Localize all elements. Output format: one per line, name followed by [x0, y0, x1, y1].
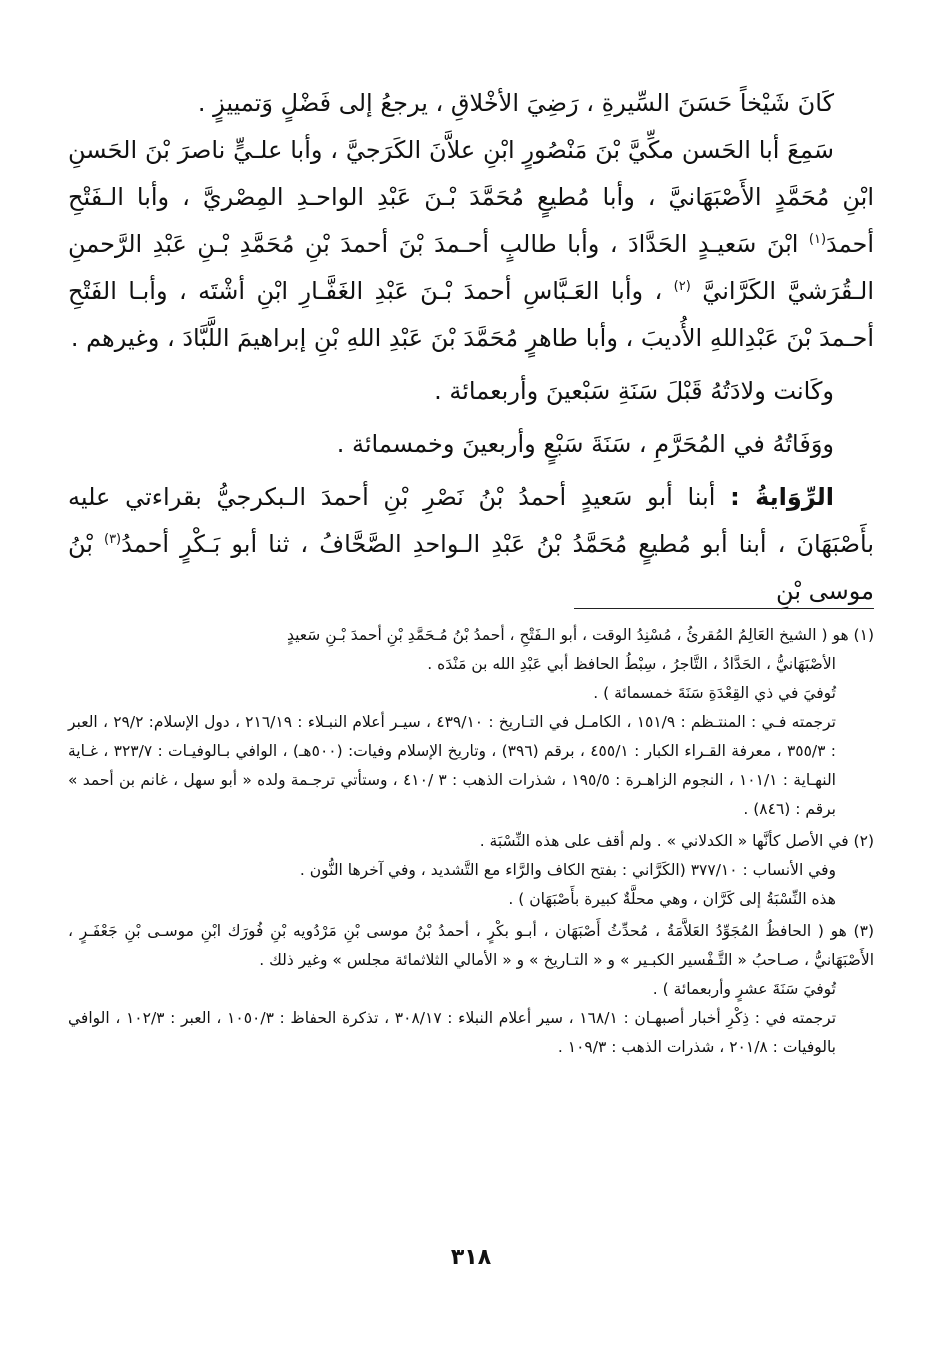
main-text: [68, 80, 874, 615]
riwaya-label: الرِّوَايةُ :: [730, 483, 834, 511]
footnote-2: [68, 827, 874, 914]
footnote-ref-1: (١): [808, 232, 827, 247]
main-paragraph-riwaya: [68, 474, 874, 615]
footnote-line: (٣) هو ( الحافظُ المُجَوِّدُ العَلاَّمَةُ ، مُحدِّثُ أَصْبَهَان ، أبـو بكْرٍ ، أحمدُ بْنُ موسى بْنِ مَرْدُويه بْنِ فُورَك ابْنِ موسـى بْنِ جَعْفَـرٍ ، الأَصْبَهَانيُّ ، صـاحبُ « التَّـفْسير الكبـير » و « التـاريخ » و « الأمالي الثلاثمائة مجلس » وغير ذلك .: [68, 922, 874, 969]
main-paragraph-death: ووَفَاتُهُ في المُحَرَّمِ ، سَنَةَ سَبْعٍ وأربعينَ وخمسمائة .: [336, 430, 834, 458]
footnote-line: (٢) في الأصل كأنَّها « الكدلاني » . ولم أقف على هذه النِّسْبَة .: [479, 832, 874, 850]
footnote-ref-2: (٢): [673, 279, 691, 294]
footnote-line: الأصْبَهَانيُّ ، الحَدَّادُ ، التَّاجرُ ، سِبْطُ الحافظ أبي عَبْدِ الله بن مَنْدَه .: [427, 655, 836, 673]
paragraph-text: أبنا أبو سَعيدٍ أحمدُ بْنُ نَصْرِ بْنِ أحمدَ الـبكرجيُّ بقراءتي عليه بأَصْبَهَانَ ، أبنا أبو مُطيعٍ مُحَمَّدُ بْنُ عَبْدِ الـواحدِ الصَّحَّافُ ، ثنا أبو بَـكْرٍ أحمدُ: [68, 483, 874, 558]
paragraph-text: سَمِعَ أبا الحَسن مكِّيَّ بْنَ مَنْصُورٍ ابْنِ علاَّنَ الكَرَجيَّ ، وأبا علـيٍّ ناصرَ بْنَ الحَسنِ ابْنِ مُحَمَّدٍ الأَصْبَهَانيَّ ، وأبا مُطيعٍ مُحَمَّدَ بْـنَ عَبْدِ الواحـدِ المِصْريَّ ، وأبا الـفَتْحِ أحمدَ: [68, 136, 874, 258]
footnote-ref-3: (٣): [103, 532, 122, 547]
footnote-line: ترجمته فـي : المنتـظم : ١٥١/٩ ، الكامـل في التـاريخ : ٤٣٩/١٠ ، سيـر أعلام النبـلاء : ٢١٦/١٩ ، دول الإسلام: ٢٩/٢ ، العبر : ٣٥٥/٣ ، معرفة القـراء الكبار : ٤٥٥/١ ، برقم (٣٩٦) ، وتاريخ الإسلام وفيات: (٥٠٠هـ) ، الوافي بـالوفيـات : ٣٢٣/٧ ، غـاية النهـاية : ١٠١/١ ، النجوم الزاهـرة : ١٩٥/٥ ، شذرات الذهب : ٣ /٤١٠ ، وستأتي ترجـمة ولده « أبو سهل ، غانم بن أحمد » برقم : (٨٤٦) .: [68, 713, 837, 818]
footnote-line: ترجمته في : ذِكْرِ أخبار أصبهـان : ١٦٨/١ ، سير أعلام النبلاء : ٣٠٨/١٧ ، تذكرة الحفاظ : ١٠٥٠/٣ ، العبر : ١٠٢/٣ ، الوافي بالوفيات : ٢٠١/٨ ، شذرات الذهب : ١٠٩/٣ .: [68, 1009, 837, 1056]
footnotes: [68, 621, 874, 1065]
footnote-line: (١) هو ( الشيخ العَالِمُ المُقرئُ ، مُسْنِدُ الوقت ، أبو الـفَتْحِ ، أحمدُ بْنُ مُـحَمَّدِ بْنِ أحمدَ بْـنِ سَعيدٍ: [286, 626, 874, 644]
footnote-divider: [574, 608, 874, 609]
paragraph-text: ابْنَ سَعيـدٍ الحَدَّادَ ، وأبا طالبٍ أحـمدَ بْنَ أحمدَ بْنِ مُحَمَّدِ بْـنِ عَبْدِ الرَّحمنِ الـقُرَشيَّ الكَرَّانيَّ: [68, 230, 874, 305]
footnote-line: تُوفيَ سَنَةَ عشرٍ وأربعمائة ) .: [652, 980, 836, 998]
footnote-1: [68, 621, 874, 824]
footnote-line: وفي الأنساب : ٣٧٧/١٠ (الكَرَّاني : بفتح الكاف والرَّاء مع التَّشديد ، وفي آخرها النُّون .: [299, 861, 836, 879]
main-line-1: كَانَ شَيْخاً حَسَنَ السِّيرةِ ، رَضِيَ الأخْلاقِ ، يرجعُ إلى فَضْلٍ وَتمييزٍ .: [197, 89, 834, 117]
page-number: ٣١٨: [450, 1245, 492, 1270]
main-paragraph-teachers: [68, 127, 874, 362]
book-page: [68, 80, 874, 1290]
paragraph-text: بْنُ موسى بْنِ: [68, 530, 874, 605]
footnote-3: [68, 917, 874, 1062]
footnote-line: تُوفيَ في ذي القِعْدَةِ سَنَةَ خمسمائة ) .: [593, 684, 836, 702]
footnote-line: هذه النِّسْبَةُ إلى كَرَّان ، وهي محلَّةٌ كبيرة بأَصْبَهَان ) .: [508, 890, 836, 908]
main-paragraph-birth: وكَانت ولادَتُهُ قَبْلَ سَنَةِ سَبْعينَ وأربعمائة .: [434, 377, 834, 405]
paragraph-text: ، وأبا العَـبَّاسِ أحمدَ بْـنَ عَبْدِ الغَفَّـارِ ابْنِ أشْتَه ، وأبـا الفَتْحِ أحـمدَ بْنَ عَبْدِاللهِ الأُديبَ ، وأبا طاهرٍ مُحَمَّدَ بْنَ عَبْدِ اللهِ بْنِ إبراهيمَ اللَّبَّادَ ، وغيرهم .: [68, 277, 874, 352]
